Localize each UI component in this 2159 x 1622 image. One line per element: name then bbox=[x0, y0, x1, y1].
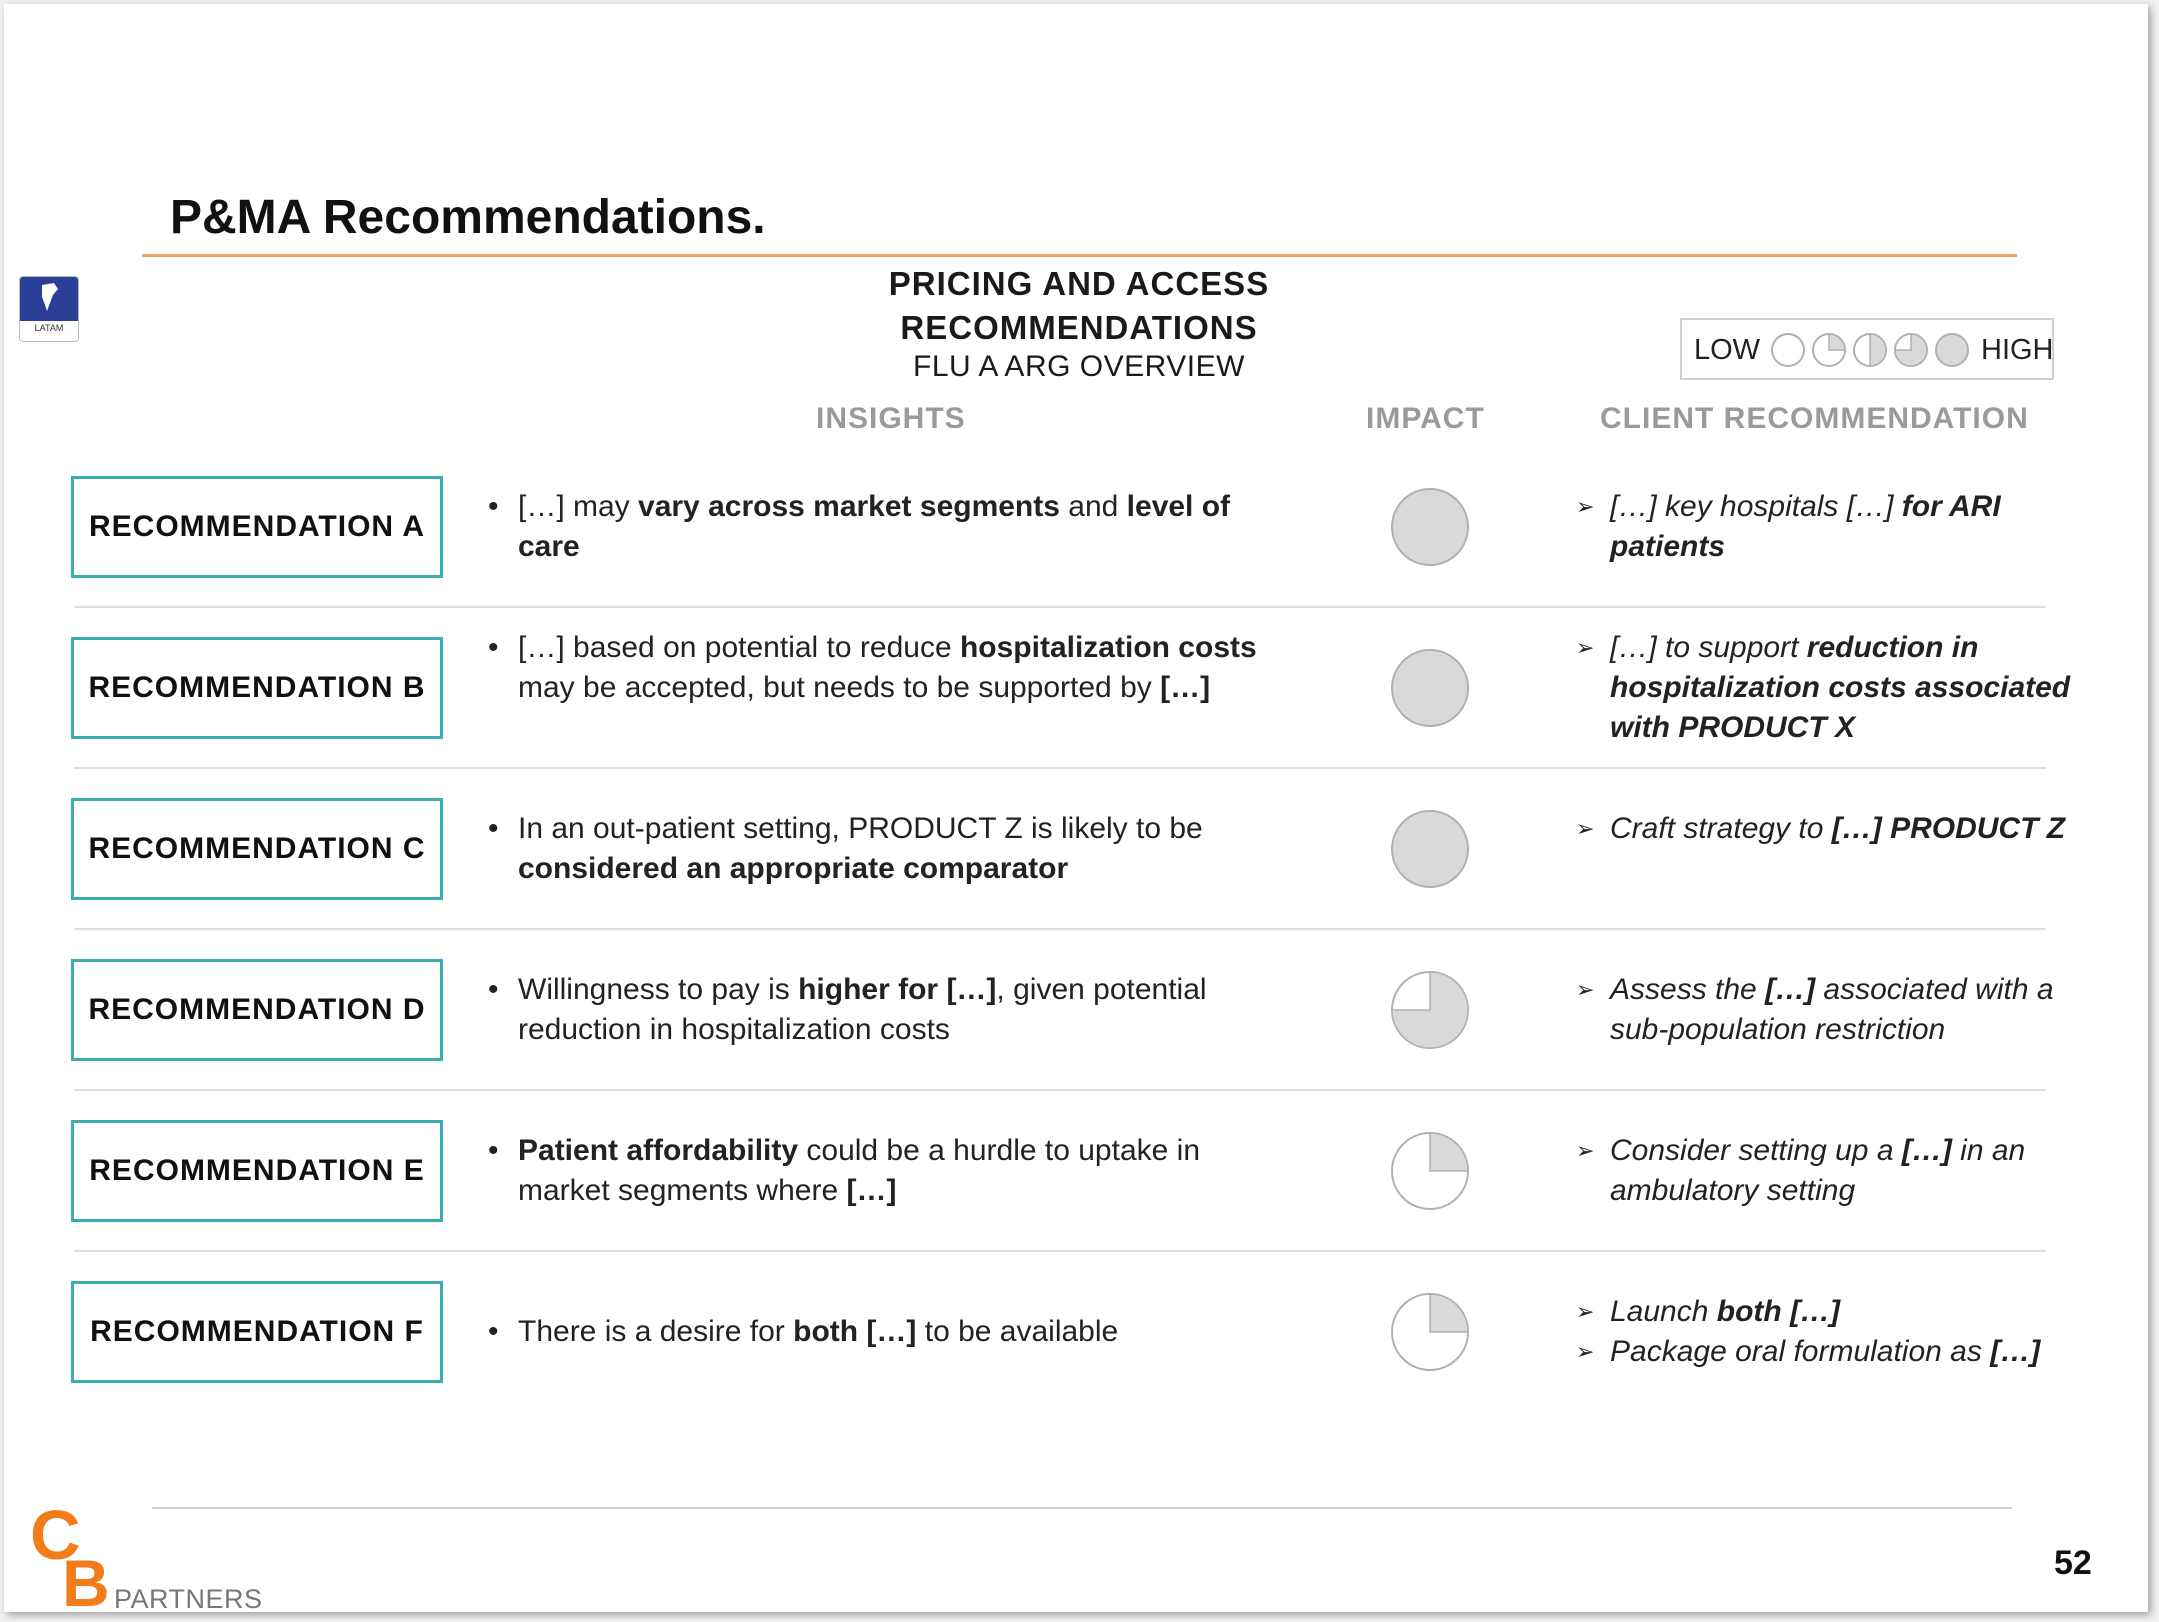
column-header-insights: INSIGHTS bbox=[816, 402, 966, 435]
title-underline bbox=[142, 254, 2017, 257]
recommendation-label: RECOMMENDATION C bbox=[71, 798, 443, 900]
recommendation-label: RECOMMENDATION B bbox=[71, 637, 443, 739]
insight-text: • […] based on potential to reduce hospitalization costs may be accepted, but needs to be supported by […] bbox=[488, 628, 1278, 708]
legend-low-label: LOW bbox=[1694, 334, 1761, 366]
bullet-icon: • bbox=[488, 490, 499, 523]
section-subheading: FLU A ARG OVERVIEW bbox=[913, 350, 1245, 383]
company-logo-b: B bbox=[62, 1546, 110, 1620]
legend-harvey-ball-icon bbox=[1852, 332, 1888, 373]
impact-harvey-ball-icon bbox=[1390, 487, 1470, 567]
insight-text: • Patient affordability could be a hurdle to uptake in market segments where […] bbox=[488, 1131, 1278, 1211]
recommendation-label: RECOMMENDATION E bbox=[71, 1120, 443, 1222]
column-header-impact: IMPACT bbox=[1366, 402, 1485, 435]
section-heading-line1: PRICING AND ACCESS bbox=[888, 265, 1270, 302]
client-recommendation: ➢ […] key hospitals […] for ARI patients bbox=[1576, 487, 2096, 567]
impact-harvey-ball-icon bbox=[1390, 1131, 1470, 1211]
legend-harvey-ball-icon bbox=[1934, 332, 1970, 373]
bullet-icon: • bbox=[488, 1315, 499, 1348]
region-label: LATAM bbox=[34, 323, 64, 333]
impact-harvey-ball-icon bbox=[1390, 1292, 1470, 1372]
section-heading bbox=[784, 262, 1374, 350]
arrow-bullet-icon: ➢ bbox=[1576, 816, 1595, 841]
arrow-bullet-icon: ➢ bbox=[1576, 494, 1595, 519]
client-recommendation: ➢ Craft strategy to […] PRODUCT Z bbox=[1576, 809, 2096, 849]
map-icon bbox=[20, 277, 78, 321]
insight-text: • Willingness to pay is higher for […], given potential reduction in hospitalization costs bbox=[488, 970, 1278, 1050]
client-recommendation: ➢ Launch both […] ➢ Package oral formulation as […] bbox=[1576, 1292, 2096, 1372]
arrow-bullet-icon: ➢ bbox=[1576, 635, 1595, 660]
slide bbox=[4, 4, 2148, 1620]
arrow-bullet-icon: ➢ bbox=[1576, 1339, 1595, 1364]
legend-harvey-ball-icon bbox=[1770, 332, 1806, 373]
row-divider bbox=[74, 767, 2046, 769]
insight-text: • In an out-patient setting, PRODUCT Z is likely to be considered an appropriate comparator bbox=[488, 809, 1278, 889]
footer-divider bbox=[152, 1507, 2012, 1509]
row-divider bbox=[74, 928, 2046, 930]
arrow-bullet-icon: ➢ bbox=[1576, 977, 1595, 1002]
company-logo-partners: PARTNERS bbox=[114, 1584, 263, 1614]
client-recommendation: ➢ […] to support reduction in hospitalization costs associated with PRODUCT X bbox=[1576, 628, 2096, 748]
arrow-bullet-icon: ➢ bbox=[1576, 1138, 1595, 1163]
row-divider bbox=[74, 1089, 2046, 1091]
bullet-icon: • bbox=[488, 631, 499, 664]
page-title: P&MA Recommendations. bbox=[170, 191, 766, 244]
page-number: 52 bbox=[2054, 1544, 2092, 1582]
recommendation-label: RECOMMENDATION D bbox=[71, 959, 443, 1061]
column-header-client: CLIENT RECOMMENDATION bbox=[1600, 402, 2029, 435]
row-divider bbox=[74, 606, 2046, 608]
insight-text: • […] may vary across market segments and level of care bbox=[488, 487, 1278, 567]
bullet-icon: • bbox=[488, 812, 499, 845]
impact-harvey-ball-icon bbox=[1390, 809, 1470, 889]
recommendation-label: RECOMMENDATION F bbox=[71, 1281, 443, 1383]
company-logo-c: C bbox=[30, 1496, 81, 1574]
legend-harvey-ball-icon bbox=[1811, 332, 1847, 373]
impact-harvey-ball-icon bbox=[1390, 648, 1470, 728]
legend-harvey-ball-icon bbox=[1893, 332, 1929, 373]
legend-high-label: HIGH bbox=[1981, 334, 2054, 366]
client-recommendation: ➢ Consider setting up a […] in an ambulatory setting bbox=[1576, 1131, 2096, 1211]
section-heading-line2: RECOMMENDATIONS bbox=[900, 309, 1258, 346]
insight-text: • There is a desire for both […] to be available bbox=[488, 1312, 1278, 1352]
arrow-bullet-icon: ➢ bbox=[1576, 1299, 1595, 1324]
row-divider bbox=[74, 1250, 2046, 1252]
impact-harvey-ball-icon bbox=[1390, 970, 1470, 1050]
bullet-icon: • bbox=[488, 973, 499, 1006]
bullet-icon: • bbox=[488, 1134, 499, 1167]
client-recommendation: ➢ Assess the […] associated with a sub-population restriction bbox=[1576, 970, 2096, 1050]
region-map-icon bbox=[19, 276, 79, 342]
recommendation-label: RECOMMENDATION A bbox=[71, 476, 443, 578]
